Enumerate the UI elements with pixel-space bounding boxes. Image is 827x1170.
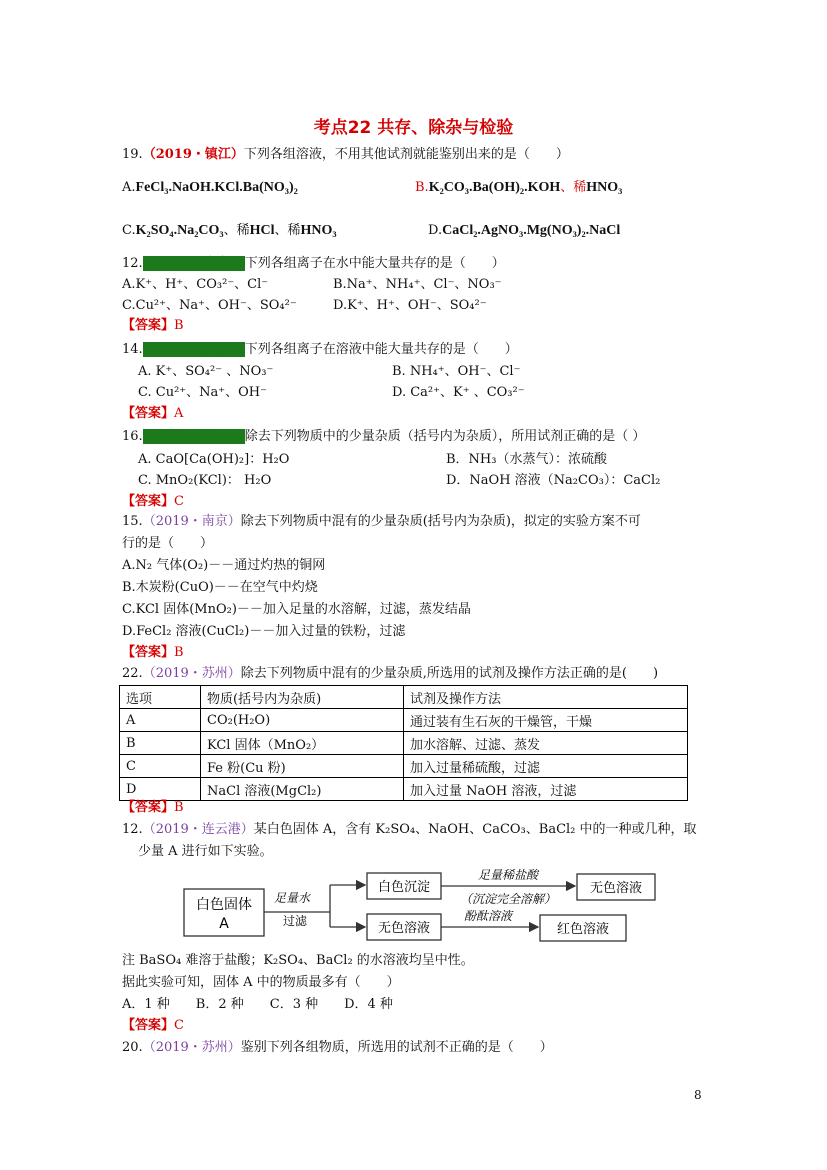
q19-option-c-dilute: 、稀 [223,223,250,238]
q12a-answer [122,317,184,335]
q12a-source-highlight: （2019・南京） [144,256,243,271]
label-phenolphthalein: 酚酞溶液 [463,909,513,923]
q22-text: 除去下列物质中混有的少量杂质,所选用的试剂及操作方法正确的是( ) [240,666,659,681]
table-row [120,778,688,801]
q16-text: 除去下列物质中的少量杂质（括号内为杂质），所用试剂正确的是（ ） [244,429,646,444]
question-14-stem [122,341,518,359]
q12b-text: 某白色固体 A，含有 K₂SO₄、NaOH、CaCO₃、BaCl₂ 中的一种或几种，取 [253,822,697,837]
q12a-num: 12. [122,256,143,271]
q19-option-c-row [122,222,337,240]
question-20-stem [122,1039,553,1057]
q16-option-b: B．NH₃（水蒸气）：浓硫酸 [446,452,607,467]
q16-option-a: A. CaO[Ca(OH)₂]：H₂O [138,452,290,467]
q19-option-a-label: A. [122,180,136,195]
box-final2-text: 红色溶液 [556,922,610,937]
q19-option-c-label: C. [122,223,136,238]
q19-text: 下列各组溶液，不用其他试剂就能鉴别出来的是（ ） [243,147,569,162]
table-cell: KCl 固体（MnO₂） [201,732,404,755]
q20-num: 20. [122,1040,143,1055]
label-filter: 过滤 [282,914,308,928]
table-header-cell: 物质(括号内为杂质) [201,686,404,709]
table-cell: D [120,778,201,801]
q12a-answer-label: 【答案】 [122,318,175,333]
q14-num: 14. [122,342,143,357]
q15-text: 除去下列物质中混有的少量杂质(括号内为杂质)，拟定的实验方案不可 [240,514,641,529]
q19-option-c: K₂SO₄.Na₂CO₃ [135,223,224,238]
q14-option-b: B. NH₄⁺、OH⁻、Cl⁻ [392,364,521,379]
q19-option-a: FeCl₃.NaOH.KCl.Ba(NO₃)₂ [135,180,298,195]
q22-num: 22. [122,666,143,681]
q12b-num: 12. [122,822,143,837]
box-final1-text: 无色溶液 [589,881,643,896]
question-12a-stem [122,255,505,273]
q22-answer-label: 【答案】 [122,800,175,815]
table-cell: 通过装有生石灰的干燥管，干燥 [404,709,688,732]
q15-stem-line2: 行的是（ ） [122,536,214,551]
q12b-options: A．1 种 B．2 种 C．3 种 D．4 种 [122,997,393,1012]
q15-num: 15. [122,514,143,529]
table-cell: CO₂(H₂O) [201,709,404,732]
page-number: 8 [694,1088,702,1102]
q22-answer [122,799,184,817]
q14-answer-label: 【答案】 [122,406,175,421]
question-16-stem [122,428,645,446]
q15-answer-label: 【答案】 [122,645,175,660]
table-cell: 加入过量 NaOH 溶液，过滤 [404,778,688,801]
q12b-stem-line2: 少量 A 进行如下实验。 [138,844,273,859]
table-header-cell: 试剂及操作方法 [404,686,688,709]
q12a-text: 下列各组离子在水中能大量共存的是（ ） [244,256,505,271]
q19-option-b: K₂CO₃.Ba(OH)₂.KOH [428,180,561,195]
q20-source: （2019・苏州） [142,1040,241,1055]
q15-option-b: B.木炭粉(CuO)－－在空气中灼烧 [122,580,318,595]
table-cell: NaCl 溶液(MgCl₂) [201,778,404,801]
q16-option-c: C. MnO₂(KCl)： H₂O [138,473,272,488]
q14-source-highlight: （2019・苏州） [144,342,243,357]
page-title: 考点22 共存、除杂与检验 [313,118,514,138]
table-header-row [120,686,688,709]
q19-num: 19. [122,147,143,162]
q12b-answer [122,1017,184,1035]
q12b-source: （2019・连云港） [142,822,254,837]
table-cell: C [120,755,201,778]
q22-source: （2019・苏州） [142,666,241,681]
label-acid-note: （沉淀完全溶解） [459,892,557,906]
question-15-stem [122,513,641,531]
q14-option-a: A. K⁺、SO₄²⁻ 、NO₃⁻ [138,364,274,379]
table-cell: B [120,732,201,755]
q19-option-c-dilute2: 、稀 [274,223,301,238]
q12a-option-c: C.Cu²⁺、Na⁺、OH⁻、SO₄²⁻ [122,298,297,313]
q19-option-b-row [415,179,622,197]
q15-option-d: D.FeCl₂ 溶液(CuCl₂)－－加入过量的铁粉，过滤 [122,624,406,639]
q14-answer [122,405,183,423]
q16-answer-value: C [174,494,184,509]
q20-text: 鉴别下列各组物质，所选用的试剂不正确的是（ ） [240,1040,553,1055]
table-row [120,755,688,778]
q12b-answer-value: C [174,1018,184,1033]
q19-option-d: CaCl₂.AgNO₃.Mg(NO₃)₂.NaCl [442,223,621,238]
label-acid: 足量稀盐酸 [477,868,539,882]
q12a-answer-value: B [174,318,184,333]
q14-option-c: C. Cu²⁺、Na⁺、OH⁻ [138,385,267,400]
table-cell: 加入过量稀硫酸，过滤 [404,755,688,778]
q22-table [119,685,688,801]
q14-answer-value: A [174,406,184,421]
q19-option-d-row [428,222,620,240]
q16-answer [122,493,184,511]
box-soln-text: 无色溶液 [377,921,431,936]
table-row [120,732,688,755]
table-cell: A [120,709,201,732]
table-cell: 加水溶解、过滤、蒸发 [404,732,688,755]
q15-answer-value: B [174,645,184,660]
table-cell: Fe 粉(Cu 粉) [201,755,404,778]
q19-option-d-label: D. [428,223,443,238]
q16-option-d: D．NaOH 溶液（Na₂CO₃）：CaCl₂ [446,473,661,488]
question-22-stem [122,665,658,683]
q12b-note: 注 BaSO₄ 难溶于盐酸；K₂SO₄、BaCl₂ 的水溶液均呈中性。 [122,953,474,968]
q12b-ask: 据此实验可知，固体 A 中的物质最多有（ ） [122,975,400,990]
experiment-flow-diagram [170,862,665,950]
q16-answer-label: 【答案】 [122,494,175,509]
q19-option-c-hno3: HNO₃ [300,223,337,238]
q19-option-b-dilute: 、稀 [560,180,587,195]
q22-answer-value: B [174,800,184,815]
q12a-option-a: A.K⁺、H⁺、CO₃²⁻、Cl⁻ [122,277,269,292]
question-19-stem [122,146,569,164]
box-start-line2: A [219,916,229,932]
question-12b-stem [122,821,697,839]
q12b-answer-label: 【答案】 [122,1018,175,1033]
q19-option-b-end: HNO₃ [586,180,623,195]
box-ppt-text: 白色沉淀 [377,880,431,895]
q19-option-b-label: B. [415,180,429,195]
q19-source: （2019・镇江） [142,147,244,162]
q14-option-d: D. Ca²⁺、K⁺ 、CO₃²⁻ [392,385,525,400]
q15-source: （2019・南京） [142,514,241,529]
label-water: 足量水 [273,891,311,905]
q15-option-c: C.KCl 固体(MnO₂)－－加入足量的水溶解，过滤，蒸发结晶 [122,602,471,617]
q12a-option-d: D.K⁺、H⁺、OH⁻、SO₄²⁻ [333,298,487,313]
q15-answer [122,644,184,662]
q12a-option-b: B.Na⁺、NH₄⁺、Cl⁻、NO₃⁻ [333,277,502,292]
q19-option-c-hcl: HCl [249,223,275,238]
table-header-cell: 选项 [120,686,201,709]
q16-source-highlight: （2019・常州） [144,429,243,444]
table-row [120,709,688,732]
q16-num: 16. [122,429,143,444]
box-start-line1: 白色固体 [196,897,252,913]
q19-option-row-1 [122,179,298,197]
q15-option-a: A.N₂ 气体(O₂)－－通过灼热的铜网 [122,558,326,573]
q14-text: 下列各组离子在溶液中能大量共存的是（ ） [244,342,518,357]
